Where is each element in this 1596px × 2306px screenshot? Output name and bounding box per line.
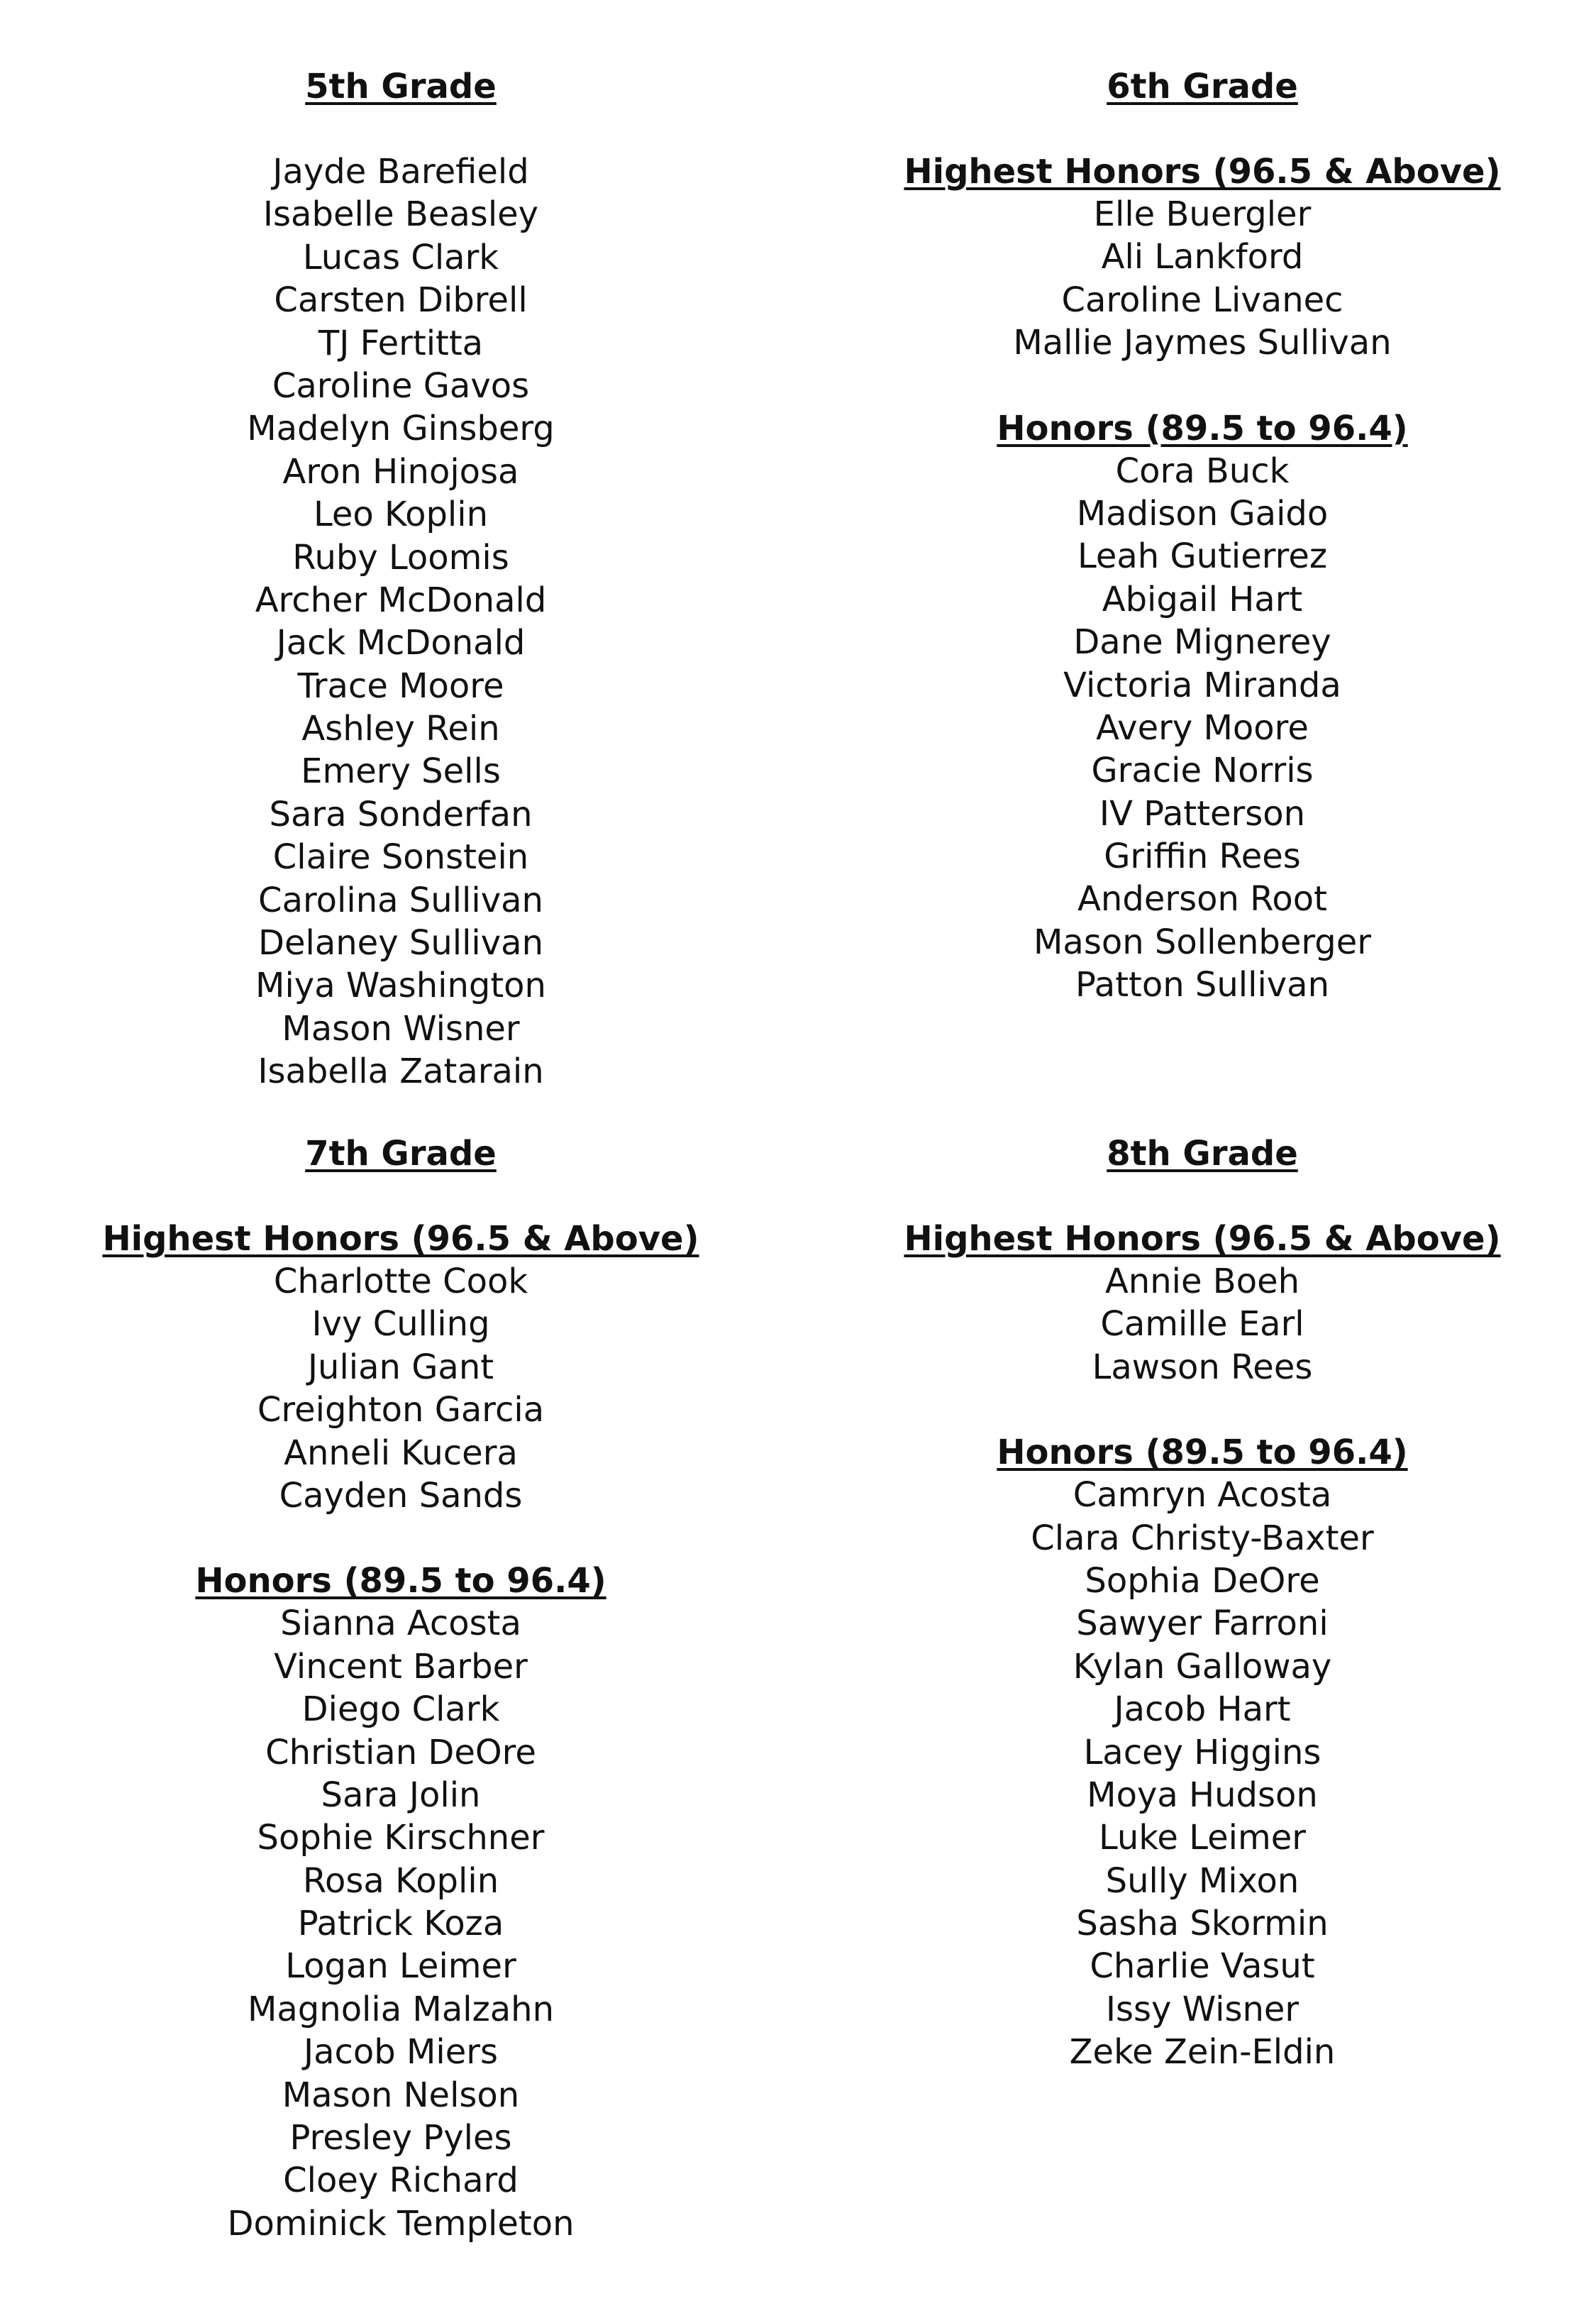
student-name: Christian DeOre <box>265 1732 536 1772</box>
student-name: Cloey Richard <box>283 2161 519 2201</box>
student-name: Charlie Vasut <box>1090 1946 1315 1987</box>
student-name: Creighton Garcia <box>257 1390 545 1430</box>
grade-6-highest-honors-list <box>848 193 1557 365</box>
student-name: Sasha Skormin <box>1076 1904 1329 1944</box>
student-name: Ruby Loomis <box>292 537 509 578</box>
student-name: Leo Koplin <box>313 495 489 535</box>
student-name: Kylan Galloway <box>1073 1646 1332 1687</box>
grade-8-highest-honors-list <box>848 1260 1557 1389</box>
student-name: Victoria Miranda <box>1063 665 1341 705</box>
spacer <box>46 1517 755 1560</box>
student-name: Carsten Dibrell <box>274 280 528 321</box>
student-name: Lawson Rees <box>1092 1347 1313 1387</box>
spacer <box>848 1389 1557 1431</box>
student-name: Camryn Acosta <box>1073 1475 1332 1516</box>
grade-7-title: 7th Grade <box>305 1134 497 1174</box>
student-name: Leah Gutierrez <box>1077 536 1328 577</box>
student-name: Mason Nelson <box>282 2075 520 2115</box>
grade-5-name-list <box>46 150 755 1093</box>
student-name: TJ Fertitta <box>318 323 484 363</box>
student-name: Dane Mignerey <box>1073 622 1331 663</box>
grade-8-honors-heading: Honors (89.5 to 96.4) <box>997 1433 1408 1473</box>
student-name: Sophie Kirschner <box>257 1818 545 1858</box>
student-name: Isabelle Beasley <box>262 194 539 235</box>
student-name: Dominick Templeton <box>227 2203 575 2244</box>
student-name: Rosa Koplin <box>302 1860 499 1901</box>
student-name: Moya Hudson <box>1087 1775 1318 1815</box>
student-name: Camille Earl <box>1100 1304 1304 1345</box>
grade-8-section <box>848 1132 1557 2074</box>
grade-6-honors-heading: Honors (89.5 to 96.4) <box>997 408 1408 448</box>
student-name: Caroline Gavos <box>272 365 530 406</box>
student-name: Vincent Barber <box>274 1646 528 1687</box>
student-name: Jack McDonald <box>276 623 526 663</box>
student-name: Emery Sells <box>301 751 501 792</box>
grade-6-honors-list <box>848 450 1557 1007</box>
student-name: Sianna Acosta <box>280 1604 521 1644</box>
student-name: Lacey Higgins <box>1083 1732 1321 1772</box>
student-name: Miya Washington <box>255 966 546 1006</box>
student-name: Elle Buergler <box>1093 194 1312 234</box>
grade-8-highest-honors-heading: Highest Honors (96.5 & Above) <box>904 1219 1501 1259</box>
student-name: Caroline Livanec <box>1061 280 1343 320</box>
grade-7-section <box>46 1132 755 2245</box>
student-name: Presley Pyles <box>289 2118 512 2158</box>
student-name: Sophia DeOre <box>1085 1560 1320 1601</box>
grade-7-honors-heading: Honors (89.5 to 96.4) <box>195 1561 606 1601</box>
student-name: Jacob Hart <box>1114 1689 1291 1730</box>
student-name: Issy Wisner <box>1105 1989 1299 2029</box>
student-name: Aron Hinojosa <box>282 451 519 492</box>
student-name: Sawyer Farroni <box>1076 1604 1329 1644</box>
student-name: Ashley Rein <box>301 709 500 749</box>
grade-7-highest-honors-list <box>46 1260 755 1517</box>
student-name: Cayden Sands <box>279 1475 523 1516</box>
student-name: IV Patterson <box>1099 793 1306 834</box>
grade-5-section <box>46 65 755 1093</box>
student-name: Cora Buck <box>1115 451 1290 491</box>
student-name: Archer McDonald <box>255 580 547 620</box>
student-name: Abigail Hart <box>1102 579 1303 619</box>
student-name: Claire Sonstein <box>272 837 529 878</box>
student-name: Anderson Root <box>1077 879 1327 920</box>
grade-7-highest-honors-heading: Highest Honors (96.5 & Above) <box>102 1219 699 1259</box>
student-name: Sara Sonderfan <box>269 794 533 834</box>
student-name: Griffin Rees <box>1104 837 1301 877</box>
student-name: Mallie Jaymes Sullivan <box>1013 323 1392 363</box>
student-name: Gracie Norris <box>1091 751 1314 791</box>
student-name: Sully Mixon <box>1105 1860 1299 1901</box>
grade-7-honors-list <box>46 1602 755 2245</box>
grade-8-honors-list <box>848 1474 1557 2073</box>
student-name: Clara Christy-Baxter <box>1031 1518 1374 1558</box>
student-name: Madison Gaido <box>1076 493 1329 534</box>
student-name: Delaney Sullivan <box>258 923 543 964</box>
spacer <box>848 365 1557 407</box>
student-name: Trace Moore <box>297 666 504 706</box>
student-name: Mason Wisner <box>282 1008 520 1049</box>
student-name: Magnolia Malzahn <box>247 1989 555 2029</box>
student-name: Carolina Sullivan <box>258 880 543 920</box>
student-name: Patrick Koza <box>297 1904 504 1944</box>
student-name: Patton Sullivan <box>1075 965 1330 1005</box>
student-name: Zeke Zein-Eldin <box>1069 2032 1336 2073</box>
student-name: Julian Gant <box>307 1347 494 1387</box>
student-name: Isabella Zatarain <box>257 1052 544 1092</box>
grade-8-title: 8th Grade <box>1107 1134 1298 1174</box>
student-name: Logan Leimer <box>285 1946 516 1987</box>
grade-6-title: 6th Grade <box>1107 67 1298 106</box>
student-name: Sara Jolin <box>321 1775 481 1815</box>
student-name: Ali Lankford <box>1101 237 1304 277</box>
student-name: Charlotte Cook <box>273 1262 528 1301</box>
grade-6-highest-honors-heading: Highest Honors (96.5 & Above) <box>904 152 1501 192</box>
student-name: Avery Moore <box>1096 707 1309 748</box>
student-name: Jacob Miers <box>303 2032 499 2073</box>
grade-5-title: 5th Grade <box>305 67 497 106</box>
grade-6-section <box>848 65 1557 1007</box>
student-name: Lucas Clark <box>302 237 499 277</box>
student-name: Mason Sollenberger <box>1033 922 1371 962</box>
student-name: Annie Boeh <box>1104 1262 1300 1301</box>
student-name: Madelyn Ginsberg <box>247 409 555 449</box>
student-name: Jayde Barefield <box>272 152 529 192</box>
student-name: Ivy Culling <box>311 1304 490 1345</box>
student-name: Diego Clark <box>301 1689 500 1730</box>
student-name: Luke Leimer <box>1099 1818 1306 1858</box>
student-name: Anneli Kucera <box>284 1433 518 1473</box>
